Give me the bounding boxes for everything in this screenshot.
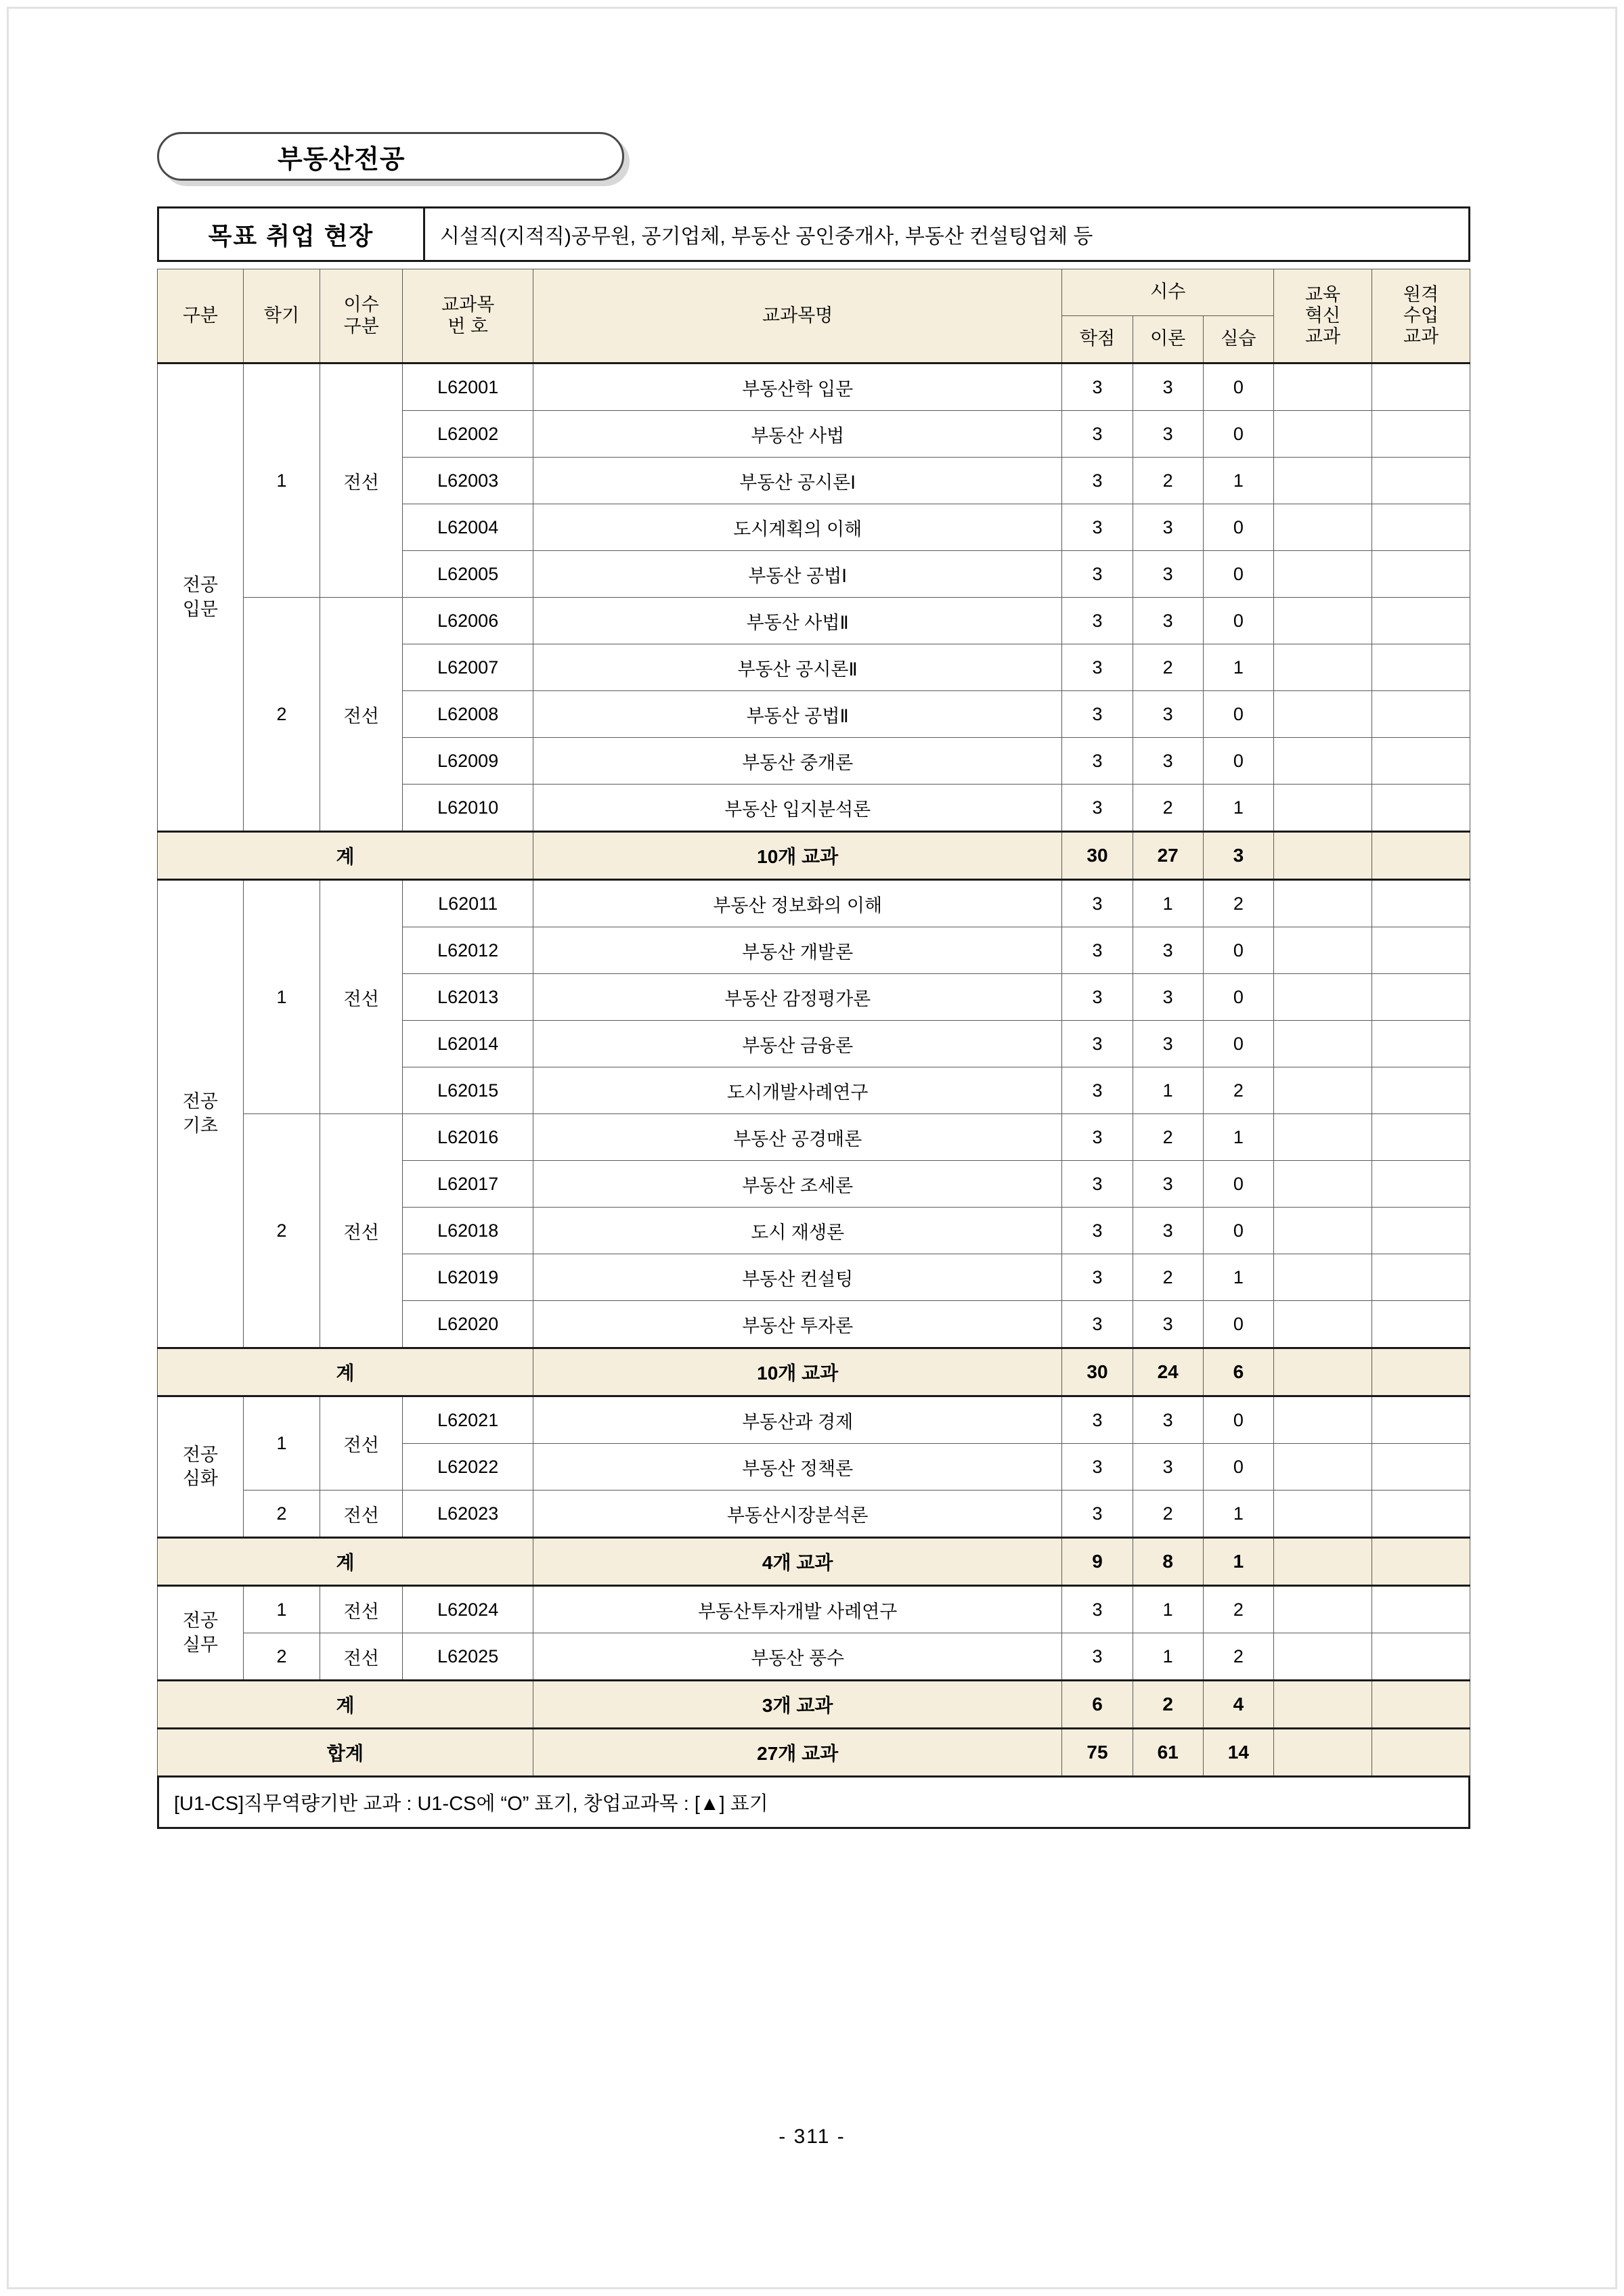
edu-innovation: [1273, 1254, 1371, 1301]
isu-cell: 전선: [320, 1633, 403, 1681]
th-code: [403, 269, 533, 363]
theory: 3: [1133, 504, 1203, 551]
course-name: 부동산시장분석론: [533, 1491, 1061, 1538]
th-edu-line1: 교육: [1304, 284, 1341, 305]
credit: 3: [1062, 738, 1133, 785]
course-code: L62012: [403, 927, 533, 974]
course-code: L62017: [403, 1161, 533, 1208]
practice: 2: [1203, 1586, 1273, 1633]
group-label-2: [158, 880, 244, 1348]
practice: 1: [1203, 1254, 1273, 1301]
credit: 3: [1062, 1396, 1133, 1444]
isu-cell: 전선: [320, 1586, 403, 1633]
practice: 1: [1203, 644, 1273, 691]
remote-class: [1371, 1021, 1470, 1067]
curriculum-table: [157, 269, 1470, 1778]
credit: 3: [1062, 880, 1133, 927]
theory: 3: [1133, 691, 1203, 738]
course-code: L62004: [403, 504, 533, 551]
edu-innovation: [1273, 644, 1371, 691]
isu-cell: 전선: [320, 598, 403, 832]
table-row: [158, 1114, 1470, 1161]
course-name: 도시개발사례연구: [533, 1067, 1061, 1114]
theory: 3: [1133, 927, 1203, 974]
course-code: L62003: [403, 458, 533, 504]
remote-class: [1371, 785, 1470, 832]
remote-class: [1371, 551, 1470, 598]
course-code: L62002: [403, 411, 533, 458]
th-gubun: 구분: [158, 269, 244, 363]
sum-edu: [1273, 1348, 1371, 1396]
sum-label: 계: [158, 1348, 533, 1396]
title-pill: [157, 132, 624, 181]
theory: 3: [1133, 1021, 1203, 1067]
major-title-banner: [157, 132, 1470, 190]
edu-innovation: [1273, 880, 1371, 927]
th-remote-class: [1371, 269, 1470, 363]
practice: 0: [1203, 1396, 1273, 1444]
sum-practice: 6: [1203, 1348, 1273, 1396]
course-code: L62009: [403, 738, 533, 785]
practice: 0: [1203, 598, 1273, 644]
th-subject: 교과목명: [533, 269, 1061, 363]
group-label-4-line2: 실무: [182, 1634, 218, 1655]
theory: 3: [1133, 551, 1203, 598]
edu-innovation: [1273, 1633, 1371, 1681]
group-label-4-line1: 전공: [182, 1610, 218, 1631]
course-name: 부동산 조세론: [533, 1161, 1061, 1208]
edu-innovation: [1273, 1301, 1371, 1348]
edu-innovation: [1273, 411, 1371, 458]
th-remote-line2: 수업: [1403, 305, 1439, 326]
practice: 2: [1203, 880, 1273, 927]
credit: 3: [1062, 458, 1133, 504]
course-name: 부동산 중개론: [533, 738, 1061, 785]
course-code: L62008: [403, 691, 533, 738]
practice: 0: [1203, 1444, 1273, 1491]
course-code: L62025: [403, 1633, 533, 1681]
theory: 3: [1133, 974, 1203, 1021]
sum-practice: 3: [1203, 832, 1273, 880]
practice: 0: [1203, 551, 1273, 598]
th-isu-line1: 이수: [343, 294, 379, 315]
group-label-2-line1: 전공: [182, 1091, 218, 1112]
group-label-3-line1: 전공: [182, 1444, 218, 1465]
course-code: L62014: [403, 1021, 533, 1067]
edu-innovation: [1273, 363, 1371, 411]
sum-edu: [1273, 832, 1371, 880]
remote-class: [1371, 1396, 1470, 1444]
remote-class: [1371, 644, 1470, 691]
practice: 0: [1203, 504, 1273, 551]
sum-label: 계: [158, 832, 533, 880]
course-code: L62001: [403, 363, 533, 411]
table-row: [158, 363, 1470, 411]
theory: 3: [1133, 1396, 1203, 1444]
remote-class: [1371, 974, 1470, 1021]
course-code: L62024: [403, 1586, 533, 1633]
sum-theory: 27: [1133, 832, 1203, 880]
group-label-2-line2: 기초: [182, 1115, 218, 1136]
header-row-1: [158, 269, 1470, 316]
remote-class: [1371, 1633, 1470, 1681]
edu-innovation: [1273, 598, 1371, 644]
page-number: - 311 -: [778, 2125, 846, 2148]
sum-subject: 10개 교과: [533, 832, 1061, 880]
term-cell: 2: [243, 1491, 320, 1538]
course-name: 도시계획의 이해: [533, 504, 1061, 551]
credit: 3: [1062, 927, 1133, 974]
group-label-3: [158, 1396, 244, 1538]
goal-value: 시설직(지적직)공무원, 공기업체, 부동산 공인중개사, 부동산 컨설팅업체 등: [440, 225, 1093, 248]
edu-innovation: [1273, 1021, 1371, 1067]
sum-theory: 2: [1133, 1681, 1203, 1729]
theory: 3: [1133, 1161, 1203, 1208]
total-credit: 75: [1062, 1729, 1133, 1777]
credit: 3: [1062, 1301, 1133, 1348]
credit: 3: [1062, 504, 1133, 551]
practice: 0: [1203, 691, 1273, 738]
sum-subject: 4개 교과: [533, 1538, 1061, 1586]
section-sum-row: [158, 1538, 1470, 1586]
group-label-1-line2: 입문: [182, 598, 218, 619]
major-title: 부동산전공: [278, 145, 405, 174]
remote-class: [1371, 880, 1470, 927]
th-remote-line1: 원격: [1403, 284, 1439, 305]
credit: 3: [1062, 411, 1133, 458]
isu-cell: 전선: [320, 1491, 403, 1538]
th-edu-line2: 혁신: [1304, 305, 1341, 326]
course-name: 부동산과 경제: [533, 1396, 1061, 1444]
course-code: L62015: [403, 1067, 533, 1114]
credit: 3: [1062, 1491, 1133, 1538]
th-code-line1: 교과목: [441, 294, 495, 315]
course-name: 부동산 사법: [533, 411, 1061, 458]
sum-remote: [1371, 1348, 1470, 1396]
edu-innovation: [1273, 504, 1371, 551]
theory: 2: [1133, 785, 1203, 832]
practice: 1: [1203, 785, 1273, 832]
edu-innovation: [1273, 1491, 1371, 1538]
edu-innovation: [1273, 738, 1371, 785]
th-theory: 이론: [1133, 316, 1203, 363]
footnote: [U1-CS]직무역량기반 교과 : U1-CS에 “O” 표기, 창업교과목 : [▲] 표기: [157, 1778, 1470, 1829]
goal-label: 목표 취업 현장: [159, 208, 425, 260]
credit: 3: [1062, 1633, 1133, 1681]
course-code: L62005: [403, 551, 533, 598]
remote-class: [1371, 1208, 1470, 1254]
course-name: 부동산 금융론: [533, 1021, 1061, 1067]
credit: 3: [1062, 1208, 1133, 1254]
course-code: L62022: [403, 1444, 533, 1491]
table-row: [158, 1586, 1470, 1633]
credit: 3: [1062, 974, 1133, 1021]
theory: 3: [1133, 411, 1203, 458]
remote-class: [1371, 691, 1470, 738]
remote-class: [1371, 598, 1470, 644]
credit: 3: [1062, 1067, 1133, 1114]
theory: 3: [1133, 1208, 1203, 1254]
th-edu-line3: 교과: [1304, 326, 1341, 347]
term-cell: 2: [243, 1633, 320, 1681]
course-code: L62007: [403, 644, 533, 691]
isu-cell: 전선: [320, 880, 403, 1114]
th-code-line2: 번 호: [447, 315, 488, 336]
edu-innovation: [1273, 458, 1371, 504]
table-row: [158, 598, 1470, 644]
practice: 1: [1203, 458, 1273, 504]
theory: 2: [1133, 1254, 1203, 1301]
course-code: L62023: [403, 1491, 533, 1538]
course-code: L62021: [403, 1396, 533, 1444]
theory: 3: [1133, 1301, 1203, 1348]
sum-practice: 1: [1203, 1538, 1273, 1586]
practice: 0: [1203, 1161, 1273, 1208]
group-label-1: [158, 363, 244, 832]
credit: 3: [1062, 598, 1133, 644]
edu-innovation: [1273, 1114, 1371, 1161]
theory: 1: [1133, 880, 1203, 927]
term-cell: 1: [243, 1396, 320, 1491]
edu-innovation: [1273, 1208, 1371, 1254]
table-row: [158, 1491, 1470, 1538]
group-label-3-line2: 심화: [182, 1468, 218, 1488]
term-cell: 2: [243, 598, 320, 832]
th-practice: 실습: [1203, 316, 1273, 363]
remote-class: [1371, 1444, 1470, 1491]
section-sum-row: [158, 832, 1470, 880]
course-code: L62013: [403, 974, 533, 1021]
credit: 3: [1062, 1114, 1133, 1161]
theory: 3: [1133, 738, 1203, 785]
goal-row: [157, 206, 1470, 262]
course-name: 부동산 투자론: [533, 1301, 1061, 1348]
section-sum-row: [158, 1681, 1470, 1729]
theory: 3: [1133, 598, 1203, 644]
practice: 0: [1203, 1301, 1273, 1348]
course-name: 부동산 정보화의 이해: [533, 880, 1061, 927]
sum-edu: [1273, 1681, 1371, 1729]
page-content: [157, 132, 1470, 1829]
sum-label: 계: [158, 1538, 533, 1586]
th-hakgi: 학기: [243, 269, 320, 363]
course-code: L62019: [403, 1254, 533, 1301]
grand-total-row: [158, 1729, 1470, 1777]
th-sisu: 시수: [1062, 269, 1274, 316]
sum-remote: [1371, 1681, 1470, 1729]
remote-class: [1371, 411, 1470, 458]
sum-edu: [1273, 1538, 1371, 1586]
course-name: 부동산학 입문: [533, 363, 1061, 411]
course-name: 부동산 개발론: [533, 927, 1061, 974]
th-isu-gubun: [320, 269, 403, 363]
sum-credit: 9: [1062, 1538, 1133, 1586]
total-label: 합계: [158, 1729, 533, 1777]
practice: 2: [1203, 1067, 1273, 1114]
course-code: L62020: [403, 1301, 533, 1348]
remote-class: [1371, 1067, 1470, 1114]
course-name: 부동산 정책론: [533, 1444, 1061, 1491]
table-row: [158, 1396, 1470, 1444]
course-name: 부동산 감정평가론: [533, 974, 1061, 1021]
remote-class: [1371, 1254, 1470, 1301]
credit: 3: [1062, 691, 1133, 738]
remote-class: [1371, 1114, 1470, 1161]
sum-practice: 4: [1203, 1681, 1273, 1729]
edu-innovation: [1273, 551, 1371, 598]
sum-label: 계: [158, 1681, 533, 1729]
credit: 3: [1062, 1444, 1133, 1491]
isu-cell: 전선: [320, 1396, 403, 1491]
th-remote-line3: 교과: [1403, 326, 1439, 347]
course-name: 부동산 컨설팅: [533, 1254, 1061, 1301]
theory: 2: [1133, 458, 1203, 504]
practice: 0: [1203, 363, 1273, 411]
sum-credit: 6: [1062, 1681, 1133, 1729]
edu-innovation: [1273, 691, 1371, 738]
edu-innovation: [1273, 1161, 1371, 1208]
sum-theory: 8: [1133, 1538, 1203, 1586]
th-edu-innovation: [1273, 269, 1371, 363]
group-label-4: [158, 1586, 244, 1681]
credit: 3: [1062, 1254, 1133, 1301]
course-code: L62010: [403, 785, 533, 832]
practice: 2: [1203, 1633, 1273, 1681]
edu-innovation: [1273, 927, 1371, 974]
sum-theory: 24: [1133, 1348, 1203, 1396]
total-practice: 14: [1203, 1729, 1273, 1777]
course-name: 부동산 공시론Ⅰ: [533, 458, 1061, 504]
theory: 2: [1133, 1114, 1203, 1161]
credit: 3: [1062, 1586, 1133, 1633]
edu-innovation: [1273, 974, 1371, 1021]
table-head: [158, 269, 1470, 363]
course-name: 부동산 공시론Ⅱ: [533, 644, 1061, 691]
practice: 0: [1203, 411, 1273, 458]
course-name: 도시 재생론: [533, 1208, 1061, 1254]
remote-class: [1371, 504, 1470, 551]
course-code: L62016: [403, 1114, 533, 1161]
theory: 1: [1133, 1586, 1203, 1633]
sum-remote: [1371, 832, 1470, 880]
theory: 3: [1133, 363, 1203, 411]
course-name: 부동산 공법Ⅰ: [533, 551, 1061, 598]
sum-subject: 10개 교과: [533, 1348, 1061, 1396]
theory: 1: [1133, 1067, 1203, 1114]
table-body: [158, 363, 1470, 1777]
practice: 1: [1203, 1491, 1273, 1538]
remote-class: [1371, 1491, 1470, 1538]
credit: 3: [1062, 551, 1133, 598]
remote-class: [1371, 1161, 1470, 1208]
practice: 1: [1203, 1114, 1273, 1161]
course-name: 부동산 입지분석론: [533, 785, 1061, 832]
credit: 3: [1062, 785, 1133, 832]
term-cell: 1: [243, 1586, 320, 1633]
total-edu: [1273, 1729, 1371, 1777]
course-name: 부동산 공법Ⅱ: [533, 691, 1061, 738]
practice: 0: [1203, 1021, 1273, 1067]
sum-credit: 30: [1062, 1348, 1133, 1396]
remote-class: [1371, 1301, 1470, 1348]
theory: 3: [1133, 1444, 1203, 1491]
credit: 3: [1062, 1161, 1133, 1208]
credit: 3: [1062, 1021, 1133, 1067]
table-row: [158, 1633, 1470, 1681]
theory: 2: [1133, 644, 1203, 691]
theory: 1: [1133, 1633, 1203, 1681]
th-isu-line2: 구분: [343, 315, 379, 336]
practice: 0: [1203, 1208, 1273, 1254]
remote-class: [1371, 1586, 1470, 1633]
section-sum-row: [158, 1348, 1470, 1396]
table-row: [158, 880, 1470, 927]
isu-cell: 전선: [320, 363, 403, 598]
practice: 0: [1203, 738, 1273, 785]
course-name: 부동산 공경매론: [533, 1114, 1061, 1161]
credit: 3: [1062, 644, 1133, 691]
term-cell: 2: [243, 1114, 320, 1348]
edu-innovation: [1273, 1444, 1371, 1491]
th-credit: 학점: [1062, 316, 1133, 363]
course-name: 부동산투자개발 사례연구: [533, 1586, 1061, 1633]
isu-cell: 전선: [320, 1114, 403, 1348]
course-name: 부동산 사법Ⅱ: [533, 598, 1061, 644]
course-code: L62011: [403, 880, 533, 927]
total-theory: 61: [1133, 1729, 1203, 1777]
term-cell: 1: [243, 880, 320, 1114]
edu-innovation: [1273, 1586, 1371, 1633]
course-code: L62006: [403, 598, 533, 644]
practice: 0: [1203, 927, 1273, 974]
edu-innovation: [1273, 785, 1371, 832]
remote-class: [1371, 363, 1470, 411]
sum-credit: 30: [1062, 832, 1133, 880]
term-cell: 1: [243, 363, 320, 598]
edu-innovation: [1273, 1396, 1371, 1444]
course-name: 부동산 풍수: [533, 1633, 1061, 1681]
practice: 0: [1203, 974, 1273, 1021]
total-remote: [1371, 1729, 1470, 1777]
remote-class: [1371, 927, 1470, 974]
course-code: L62018: [403, 1208, 533, 1254]
sum-remote: [1371, 1538, 1470, 1586]
total-subject: 27개 교과: [533, 1729, 1061, 1777]
sum-subject: 3개 교과: [533, 1681, 1061, 1729]
remote-class: [1371, 738, 1470, 785]
credit: 3: [1062, 363, 1133, 411]
edu-innovation: [1273, 1067, 1371, 1114]
theory: 2: [1133, 1491, 1203, 1538]
group-label-1-line1: 전공: [182, 575, 218, 596]
remote-class: [1371, 458, 1470, 504]
